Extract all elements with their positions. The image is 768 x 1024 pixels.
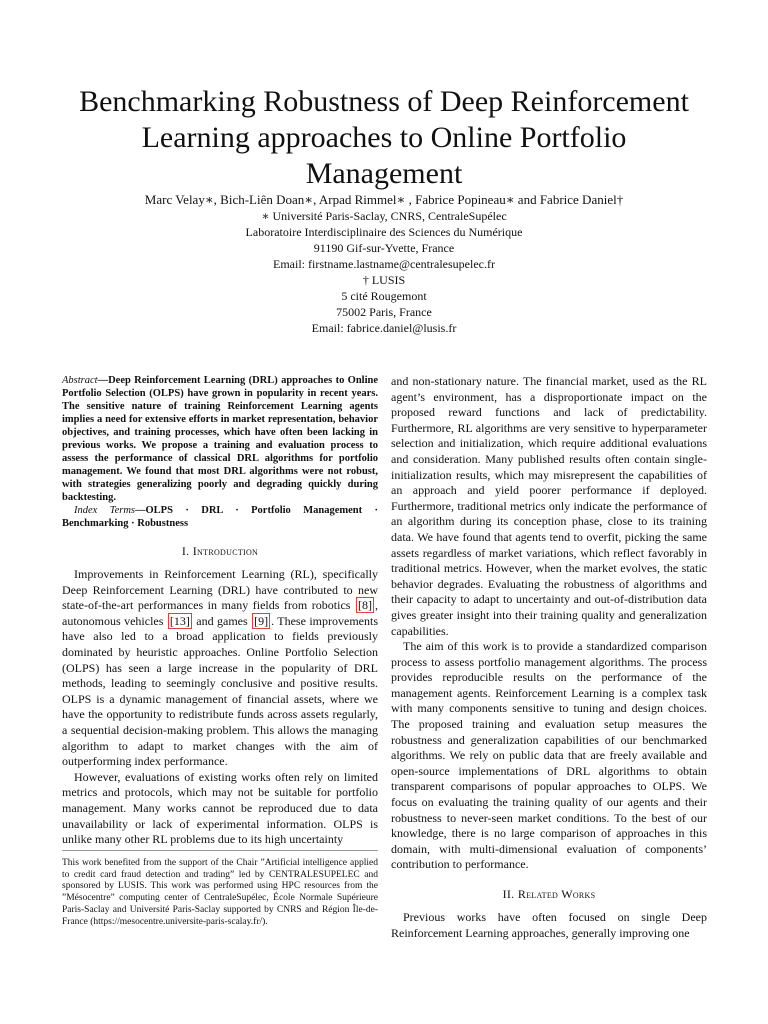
citation-link[interactable]: [9] — [254, 613, 269, 628]
abstract-dash: — — [97, 375, 109, 386]
section-title: Related Works — [517, 887, 596, 901]
abstract — [62, 374, 378, 504]
title-line-2: Learning approaches to Online Portfolio — [141, 121, 627, 155]
citation-link[interactable]: [13] — [169, 613, 190, 628]
intro-text: , autonomous vehicles — [62, 598, 378, 628]
intro-paragraph-3: and non-stationary nature. The financial market, used as the RL agent’s environment, has a disproportionate impact on the proposed reward functions and lack of predictability. Furthermore, RL algorithms are very sensitive to hyperparameter selection and initialization, which require additional evaluations and consideration. Many published results often contain single-initialization results, which may misrepresent the capabilities of an approach and yield poorer performance if deployed. Furthermore, traditional metrics only indicate the performance of an algorithm during its conception phase, close to its training data. We have found that agents tend to overfit, picking the same assets regardless of market variations, which reflect favorably in traditional metrics. However, when the market evolves, the static behavior degrades. Evaluating the robustness of algorithms and their capacity to adapt to uncertainty and out-of-distribution data gives greater insight into their training quality and generalization capabilities. — [391, 374, 707, 638]
footnote: This work benefited from the support of the Chair ”Artificial intelligence applied to credit card fraud detection and trading” led by CENTRALESUPELEC and sponsored by LUSIS. This work was performed using HPC resources from the ”Mésocentre” computing center of CentraleSupélec, École Normale Supérieure Paris-Saclay and Université Paris-Saclay supported by CNRS and Région Île-de-France (https://mesocentre.universite-paris-scalay.fr/). — [62, 858, 378, 927]
affiliation-line: 91190 Gif-sur-Yvette, France — [313, 241, 455, 255]
title-line-3: Management — [305, 157, 463, 191]
index-terms — [62, 504, 378, 530]
affiliation-line: 5 cité Rougemont — [341, 289, 427, 303]
abstract-label: Abstract — [62, 375, 98, 386]
affiliations — [40, 208, 728, 336]
author-list: Marc Velay∗, Bich-Liên Doan∗, Arpad Rimmel∗ , Fabrice Popineau∗ and Fabrice Daniel† — [144, 192, 624, 207]
intro-text: . These improvements have also led to a broad application to fields previously dominated by heuristic approaches. Online Portfolio Selection (OLPS) has seen a large increase in the popularity of DRL methods, leading to seemingly conclusive and positive results. OLPS is a dynamic management of financial assets, where we have the opportunity to redistribute funds across assets regularly, a sequential decision-making problem. This allows the managing algorithm to adapt to market changes with the aim of outperforming index performance. — [62, 613, 379, 769]
affiliation-line: ∗ Université Paris-Saclay, CNRS, CentraleSupélec — [261, 209, 507, 223]
related-paragraph-1: Previous works have often focused on single Deep Reinforcement Learning approaches, generally improving one — [391, 910, 707, 940]
affiliation-line: † LUSIS — [362, 273, 406, 287]
section-title: Introduction — [192, 544, 259, 558]
affiliation-line: Laboratoire Interdisciplinaire des Sciences du Numérique — [245, 225, 523, 239]
citation-link[interactable]: [8] — [358, 598, 372, 613]
intro-paragraph-2: However, evaluations of existing works often rely on limited metrics and protocols, which may not be suitable for portfolio management. Many works cannot be reproduced due to data unavailability or lack of experimental information. OLPS is unlike many other RL problems due to its high uncertainty — [62, 769, 378, 847]
left-column — [62, 374, 378, 848]
abstract-text: Deep Reinforcement Learning (DRL) approaches to Online Portfolio Selection (OLPS) have grown in popularity in recent years. The sensitive nature of training Reinforcement Learning agents implies a need for extensive efforts in market representation, behavior objectives, and training processes, which have often been lacking in previous works. We propose a training and evaluation process to assess the performance of classical DRL algorithms for portfolio management. We found that most DRL algorithms were not robust, with strategies generalizing poorly and degrading quickly during backtesting. — [62, 375, 378, 503]
index-terms-dash: — — [135, 505, 146, 516]
index-terms-label: Index Terms — [74, 505, 136, 516]
footnote-divider — [62, 850, 378, 851]
section-number: I. — [181, 544, 190, 558]
affiliation-email: Email: firstname.lastname@centralesupelec.fr — [273, 257, 495, 271]
right-column — [391, 374, 707, 941]
affiliation-line: 75002 Paris, France — [336, 305, 432, 319]
section-number: II. — [502, 887, 515, 901]
section-heading-introduction — [62, 544, 378, 559]
title-line-1: Benchmarking Robustness of Deep Reinforcement — [79, 85, 689, 119]
affiliation-email: Email: fabrice.daniel@lusis.fr — [311, 321, 457, 335]
intro-paragraph-1 — [62, 567, 378, 770]
index-terms-text: OLPS · DRL · Portfolio Management · Benchmarking · Robustness — [62, 505, 379, 529]
section-heading-related-works — [391, 887, 707, 902]
intro-text: Improvements in Reinforcement Learning (RL), specifically Deep Reinforcement Learning (DRL) have contributed to new state-of-the-art performances in many fields from robotics — [62, 567, 378, 613]
paper-title — [40, 84, 728, 192]
intro-text: and games — [192, 613, 252, 628]
intro-paragraph-4: The aim of this work is to provide a standardized comparison process to assess portfolio management algorithms. The process provides reproducible results on the performance of the management agents. Reinforcement Learning is a complex task with many components sensitive to tuning and design choices. The proposed training and evaluation setup measures the robustness and generalization capabilities of our benchmarked algorithms. We rely on public data that are freely available and open-source implementations of DRL algorithms to obtain transparent comparisons of popular approaches to OLPS. We focus on evaluating the training quality of our agents and their robustness to never-seen market conditions. To the best of our knowledge, there is no large comparison of approaches in this domain, with multi-dimensional evaluation of components’ contribution to performance. — [391, 639, 707, 872]
